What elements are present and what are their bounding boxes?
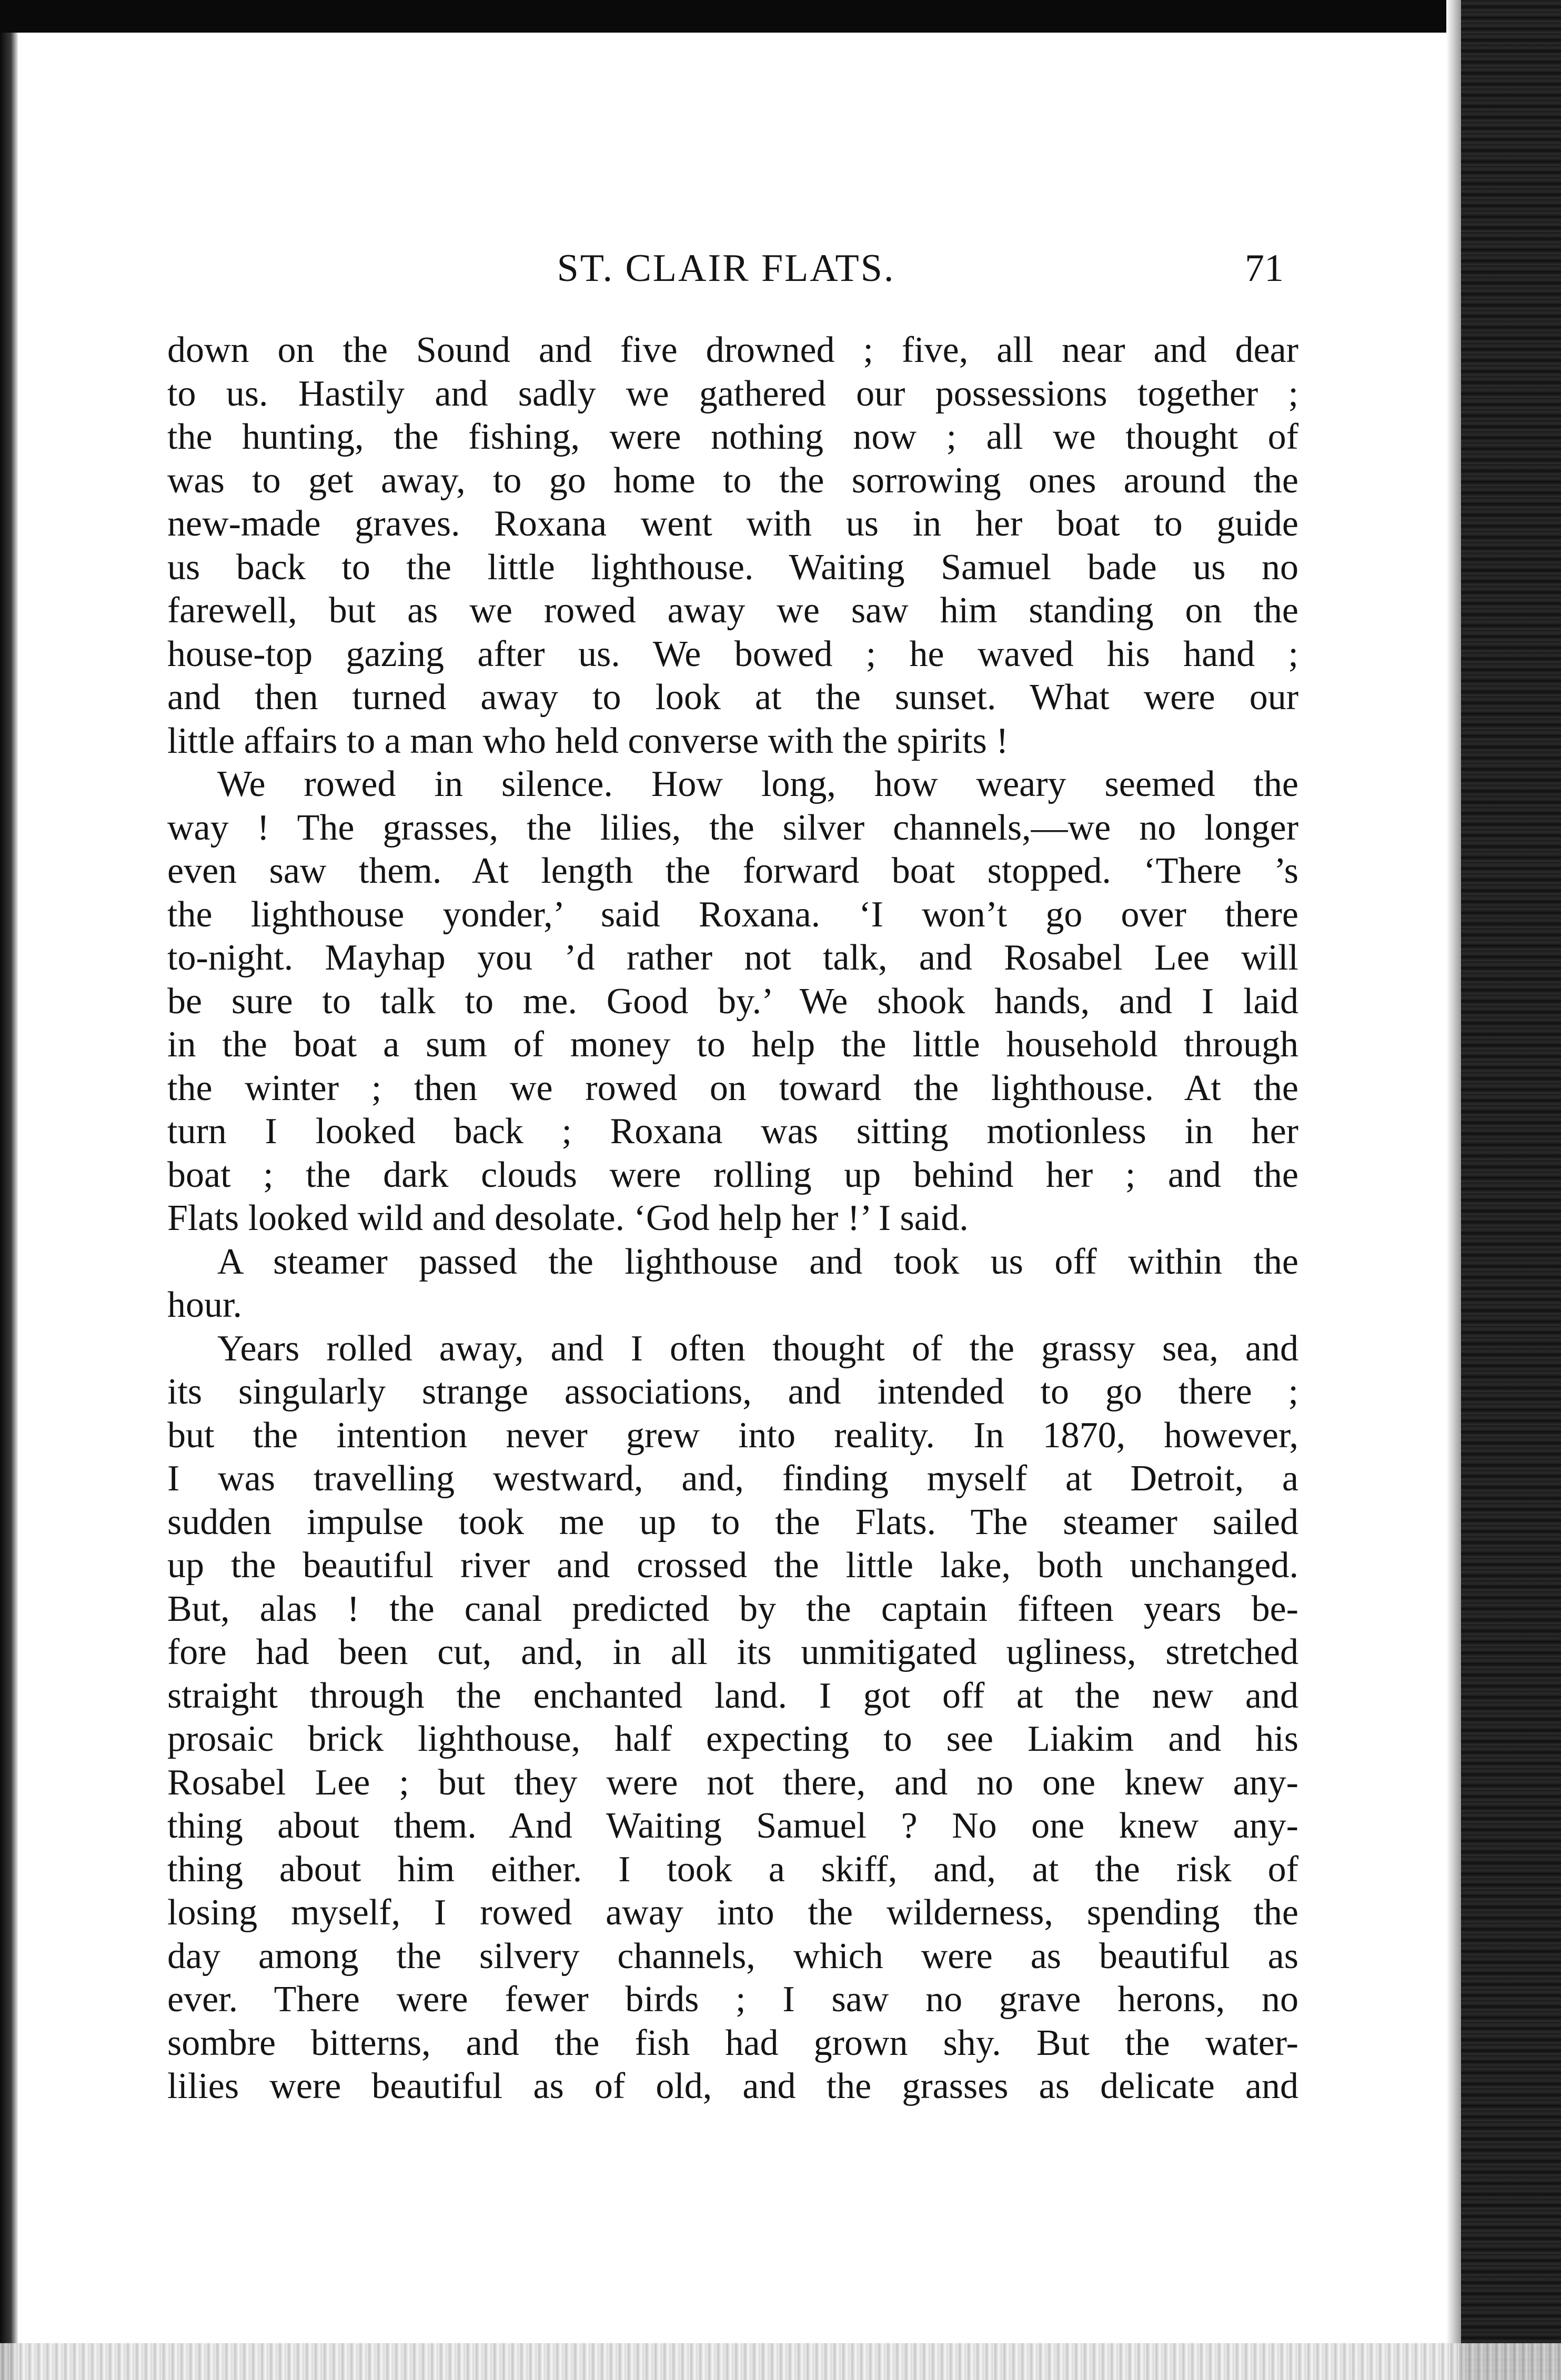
text-line: thing about him either. I took a skiff, and, at the risk of	[167, 1849, 1298, 1890]
text-line: little affairs to a man who held converse with the spirits !	[167, 720, 1009, 761]
text-line: way ! The grasses, the lilies, the silver channels,—we no longer	[167, 807, 1298, 848]
text-line: prosaic brick lighthouse, half expecting to see Liakim and his	[167, 1719, 1298, 1759]
text-line: new-made graves. Roxana went with us in her boat to guide	[167, 503, 1298, 544]
text-line: fore had been cut, and, in all its unmitigated ugliness, stretched	[167, 1632, 1298, 1672]
running-title: ST. CLAIR FLATS.	[557, 247, 895, 290]
page-number: 71	[1245, 247, 1284, 290]
text-line: day among the silvery channels, which were as beautiful as	[167, 1935, 1298, 1976]
text-line: to us. Hastily and sadly we gathered our possessions together ;	[167, 373, 1298, 414]
text-line: down on the Sound and five drowned ; five, all near and dear	[167, 330, 1298, 370]
text-line: its singularly strange associations, and intended to go there ;	[167, 1371, 1298, 1412]
text-line: the winter ; then we rowed on toward the lighthouse. At the	[167, 1067, 1298, 1108]
text-line: farewell, but as we rowed away we saw him standing on the	[167, 590, 1298, 631]
text-line: us back to the little lighthouse. Waiting Samuel bade us no	[167, 547, 1298, 588]
running-head	[168, 239, 1284, 297]
text-line: I was travelling westward, and, finding myself at Detroit, a	[167, 1458, 1298, 1499]
text-line: Rosabel Lee ; but they were not there, and no one knew any-	[167, 1762, 1298, 1803]
text-line: and then turned away to look at the sunset. What were our	[167, 677, 1298, 718]
scan-border-top	[0, 0, 1561, 33]
text-line: But, alas ! the canal predicted by the captain fifteen years be-	[167, 1588, 1298, 1629]
text-line: Years rolled away, and I often thought of the grassy sea, and	[217, 1328, 1298, 1369]
scan-border-right	[1461, 0, 1561, 2380]
text-line: straight through the enchanted land. I got off at the new and	[167, 1675, 1298, 1716]
text-line: Flats looked wild and desolate. ‘God help her !’ I said.	[167, 1198, 969, 1238]
text-line: We rowed in silence. How long, how weary seemed the	[217, 764, 1298, 804]
text-line: up the beautiful river and crossed the little lake, both unchanged.	[167, 1545, 1298, 1586]
text-line: but the intention never grew into reality. In 1870, however,	[167, 1415, 1298, 1456]
text-line: house-top gazing after us. We bowed ; he waved his hand ;	[167, 633, 1298, 674]
text-line: the hunting, the fishing, were nothing now ; all we thought of	[167, 417, 1298, 457]
text-line: turn I looked back ; Roxana was sitting motionless in her	[167, 1111, 1298, 1152]
text-line: be sure to talk to me. Good by.’ We shook hands, and I laid	[167, 981, 1298, 1022]
body-text	[167, 329, 1298, 2109]
text-line: boat ; the dark clouds were rolling up behind her ; and the	[167, 1154, 1298, 1195]
text-line: sudden impulse took me up to the Flats. The steamer sailed	[167, 1501, 1298, 1542]
text-line: was to get away, to go home to the sorrowing ones around the	[167, 460, 1298, 501]
text-line: the lighthouse yonder,’ said Roxana. ‘I won’t go over there	[167, 894, 1298, 935]
text-line: ever. There were fewer birds ; I saw no grave herons, no	[167, 1979, 1298, 2020]
text-line: A steamer passed the lighthouse and took us off within the	[217, 1241, 1298, 1282]
scan-border-left	[0, 33, 18, 2380]
text-line: to-night. Mayhap you ’d rather not talk, and Rosabel Lee will	[167, 937, 1298, 978]
text-line: sombre bitterns, and the fish had grown shy. But the water-	[167, 2022, 1298, 2063]
text-line: thing about them. And Waiting Samuel ? No one knew any-	[167, 1806, 1298, 1846]
text-line: lilies were beautiful as of old, and the grasses as delicate and	[167, 2066, 1298, 2106]
scan-border-bottom	[0, 2343, 1561, 2380]
page-edge-shadow	[1446, 0, 1461, 2380]
text-line: in the boat a sum of money to help the little household through	[167, 1024, 1298, 1065]
text-line: losing myself, I rowed away into the wilderness, spending the	[167, 1892, 1298, 1933]
text-line: even saw them. At length the forward boat stopped. ‘There ’s	[167, 851, 1298, 891]
text-line: hour.	[167, 1285, 242, 1325]
